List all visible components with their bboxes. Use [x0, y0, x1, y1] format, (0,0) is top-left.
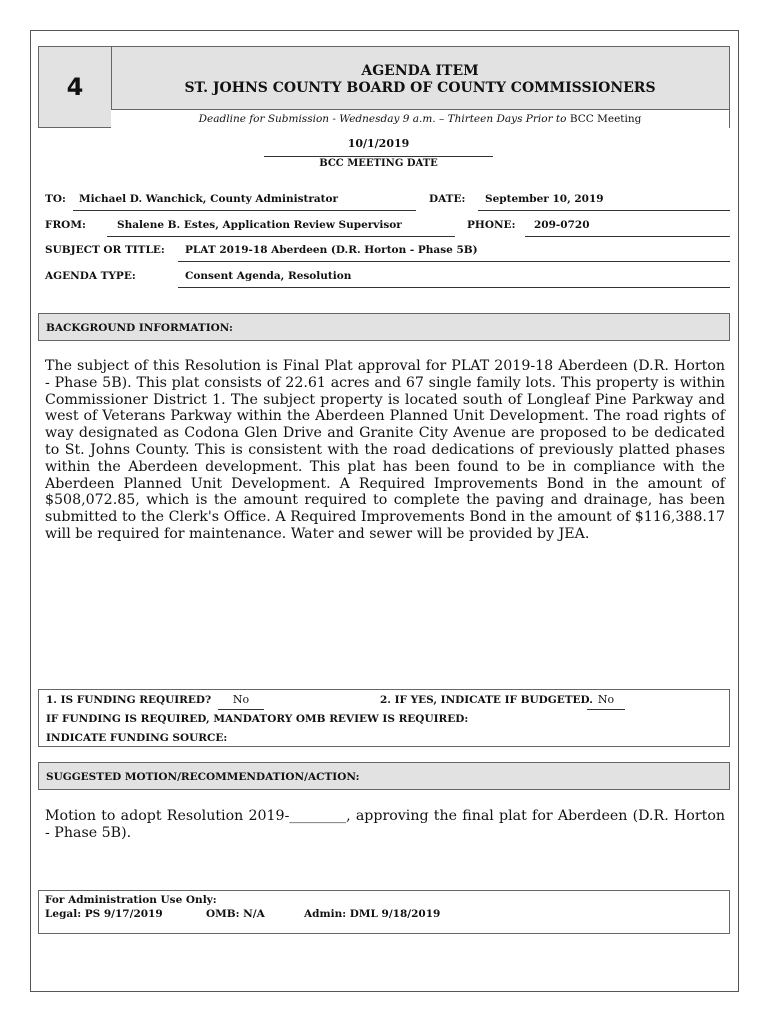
admin-heading: For Administration Use Only: [45, 894, 217, 906]
funding-required-underline [218, 709, 264, 710]
legal-review: Legal: PS 9/17/2019 [45, 908, 163, 920]
phone-label: PHONE: [467, 219, 516, 231]
budgeted-label: 2. IF YES, INDICATE IF BUDGETED. [380, 694, 593, 706]
phone-value: 209-0720 [534, 219, 590, 231]
agenda-type-label: AGENDA TYPE: [45, 270, 136, 282]
funding-source-label: INDICATE FUNDING SOURCE: [46, 732, 228, 744]
meeting-date-underline [264, 156, 493, 157]
phone-underline [525, 236, 730, 237]
title-line-2: ST. JOHNS COUNTY BOARD OF COUNTY COMMISSIONERS [184, 80, 656, 96]
funding-required-value: No [232, 693, 250, 706]
subject-value: PLAT 2019-18 Aberdeen (D.R. Horton - Phase 5B) [185, 244, 478, 256]
from-label: FROM: [45, 219, 86, 231]
deadline-suffix: BCC Meeting [569, 113, 642, 125]
omb-review-note: IF FUNDING IS REQUIRED, MANDATORY OMB REVIEW IS REQUIRED: [46, 713, 469, 725]
agenda-header [38, 46, 730, 128]
agenda-type-underline [178, 287, 730, 288]
agenda-title [111, 47, 729, 103]
submission-deadline [111, 109, 729, 128]
agenda-item-number: 4 [39, 47, 112, 127]
motion-heading: SUGGESTED MOTION/RECOMMENDATION/ACTION: [38, 762, 730, 790]
background-heading: BACKGROUND INFORMATION: [38, 313, 730, 341]
from-value: Shalene B. Estes, Application Review Supervisor [117, 219, 402, 231]
meeting-date: 10/1/2019 [347, 137, 410, 150]
subject-label: SUBJECT OR TITLE: [45, 244, 165, 256]
to-underline [73, 210, 416, 211]
from-underline [107, 236, 455, 237]
background-text: The subject of this Resolution is Final Plat approval for PLAT 2019-18 Aberdeen (D.R. Horton - Phase 5B). This plat consists of 22.61 acres and 67 single family lots. This property is within Commissioner District 1. The subject property is located south of Longleaf Pine Parkway and west of Veterans Parkway within the Aberdeen Planned Unit Development. The road rights of way designated as Codona Glen Drive and Granite City Avenue are proposed to be dedicated to St. Johns County. This is consistent with the road dedications of previously platted phases within the Aberdeen development. This plat has been found to be in compliance with the Aberdeen Planned Unit Development. A Required Improvements Bond in the amount of $508,072.85, which is the amount required to complete the paving and drainage, has been submitted to the Clerk's Office. A Required Improvements Bond in the amount of $116,388.17 will be required for maintenance. Water and sewer will be provided by JEA. [45, 358, 725, 542]
title-line-1: AGENDA ITEM [361, 63, 479, 79]
to-label: TO: [45, 193, 66, 205]
admin-review: Admin: DML 9/18/2019 [304, 908, 441, 920]
to-value: Michael D. Wanchick, County Administrator [79, 193, 339, 205]
funding-required-label: 1. IS FUNDING REQUIRED? [46, 694, 212, 706]
date-underline [478, 210, 730, 211]
subject-underline [178, 261, 730, 262]
deadline-text: Deadline for Submission - Wednesday 9 a.m. – Thirteen Days Prior to [198, 113, 567, 125]
omb-review: OMB: N/A [206, 908, 265, 920]
date-label: DATE: [429, 193, 466, 205]
agenda-type-value: Consent Agenda, Resolution [185, 270, 352, 282]
budgeted-underline [587, 709, 625, 710]
date-value: September 10, 2019 [485, 193, 604, 205]
budgeted-value: No [597, 693, 615, 706]
meeting-date-label: BCC MEETING DATE [319, 158, 438, 169]
motion-text: Motion to adopt Resolution 2019-________, approving the final plat for Aberdeen (D.R. Horton - Phase 5B). [45, 808, 725, 841]
